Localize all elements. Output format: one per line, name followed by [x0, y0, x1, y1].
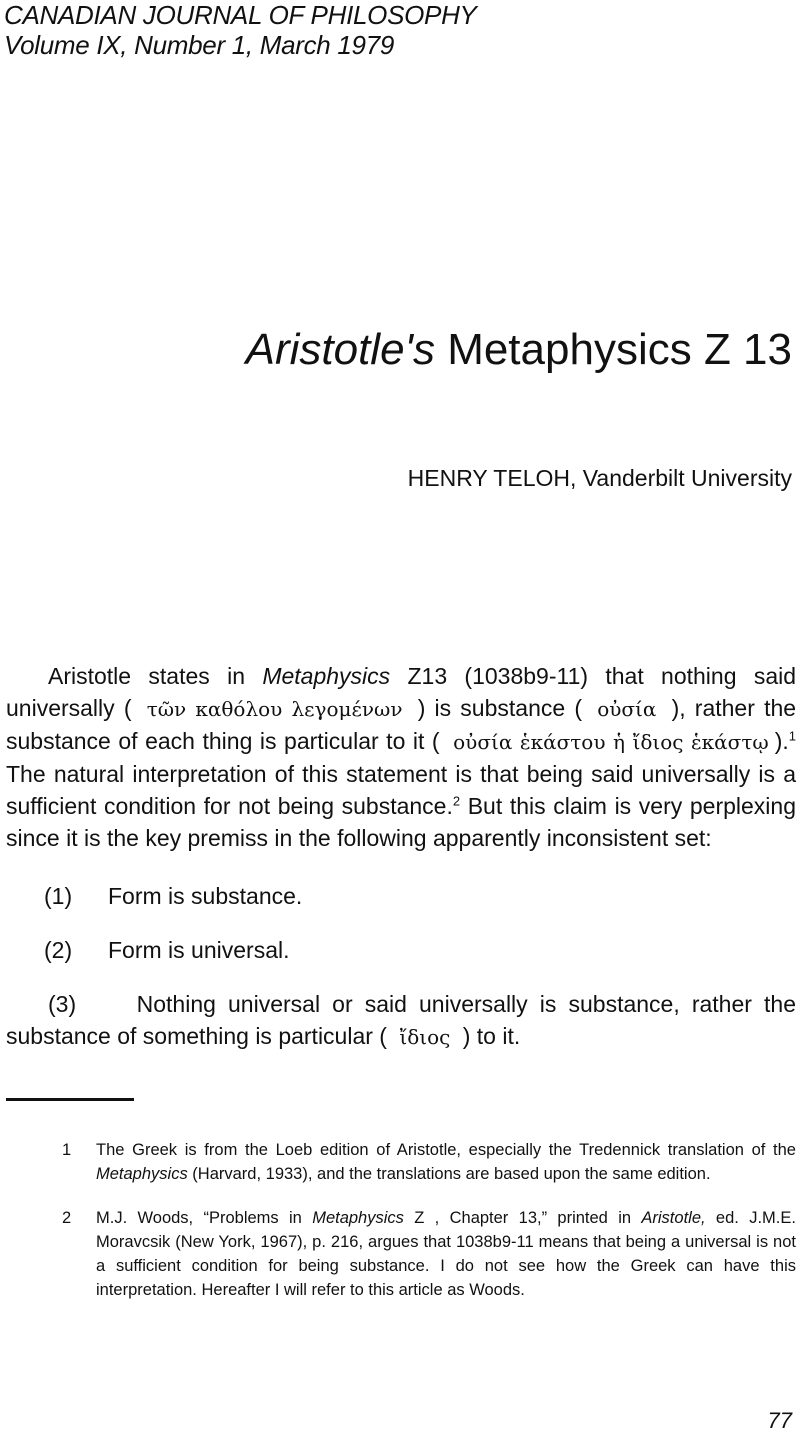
list-item-number: (1): [44, 883, 73, 909]
footnote-2: [62, 1206, 796, 1302]
footnote-number: 2: [62, 1209, 72, 1227]
text-run: The Greek is from the Loeb edition of Aristotle, especially the Tredennick translation of the: [96, 1141, 796, 1159]
text-run: But this claim is very perplexing since it is the key premiss in the following apparently inconsistent set:: [6, 793, 797, 851]
text-run: ) to it.: [462, 1023, 521, 1049]
greek-phrase: τῶν καθόλου λεγομένων: [146, 697, 403, 721]
text-run: The natural interpretation of this statement is that being said universally is a sufficient condition for not being substance.: [6, 761, 796, 819]
text-run: Nothing universal or said universally is substance, rather the substance of something is particular (: [6, 991, 796, 1049]
page-number: 77: [767, 1408, 792, 1433]
italic-run: Aristotle,: [641, 1209, 706, 1227]
footnote-ref-2[interactable]: 2: [452, 793, 461, 809]
list-item: [6, 934, 796, 966]
text-run: M.J. Woods, “Problems in: [96, 1209, 302, 1227]
italic-run: Metaphysics: [262, 663, 391, 689]
opening-paragraph: [6, 660, 796, 854]
article-title: [246, 322, 792, 378]
text-run: Z13 (1038b9-11) that nothing said universally (: [6, 663, 797, 721]
footnotes: [62, 1138, 796, 1322]
text-run: Aristotle states in: [48, 663, 245, 689]
list-item-3: [6, 988, 796, 1053]
article-author: HENRY TELOH, Vanderbilt University: [407, 465, 792, 491]
footnote-divider: [6, 1098, 134, 1101]
text-run: Z , Chapter 13,” printed in: [414, 1209, 632, 1227]
footnote-ref-1[interactable]: 1: [788, 728, 797, 744]
premise-list: [6, 880, 796, 1053]
footnote-text: [96, 1138, 796, 1186]
greek-phrase: ἴδιος: [399, 1025, 451, 1049]
title-italic-part: Aristotle's: [245, 325, 435, 374]
greek-phrase: οὐσία ἑκάστου ἡ ἴδιος ἑκάστῳ: [453, 730, 769, 754]
list-item-text: Form is substance.: [108, 883, 303, 909]
footnote-text: [96, 1206, 796, 1302]
list-item: [6, 880, 796, 912]
journal-header: [4, 0, 477, 60]
list-item-number: (3): [48, 991, 77, 1017]
text-run: ed. J.M.E. Moravcsik (New York, 1967), p. 216, argues that 1038b9-11 means that being a universal is not a sufficient condition for being substance. I do not see how the Greek can have this interpretation. Hereafter I will refer to this article as Woods.: [96, 1209, 796, 1299]
text-run: ) is substance (: [417, 695, 582, 721]
text-run: ).: [774, 728, 789, 754]
text-run: ), rather the substance of each thing is particular to it (: [6, 695, 797, 754]
article-body: [6, 660, 796, 1053]
greek-phrase: οὐσία: [597, 697, 657, 721]
journal-issue: Volume IX, Number 1, March 1979: [4, 30, 395, 60]
title-rest: Metaphysics Z 13: [447, 325, 792, 374]
list-item-text: Form is universal.: [108, 937, 290, 963]
italic-run: Metaphysics: [96, 1165, 188, 1183]
italic-run: Metaphysics: [312, 1209, 404, 1227]
text-run: (Harvard, 1933), and the translations are based upon the same edition.: [192, 1165, 711, 1183]
journal-name: CANADIAN JOURNAL OF PHILOSOPHY: [4, 0, 477, 30]
footnote-1: [62, 1138, 796, 1186]
list-item-number: (2): [44, 937, 73, 963]
footnote-number: 1: [62, 1141, 72, 1159]
